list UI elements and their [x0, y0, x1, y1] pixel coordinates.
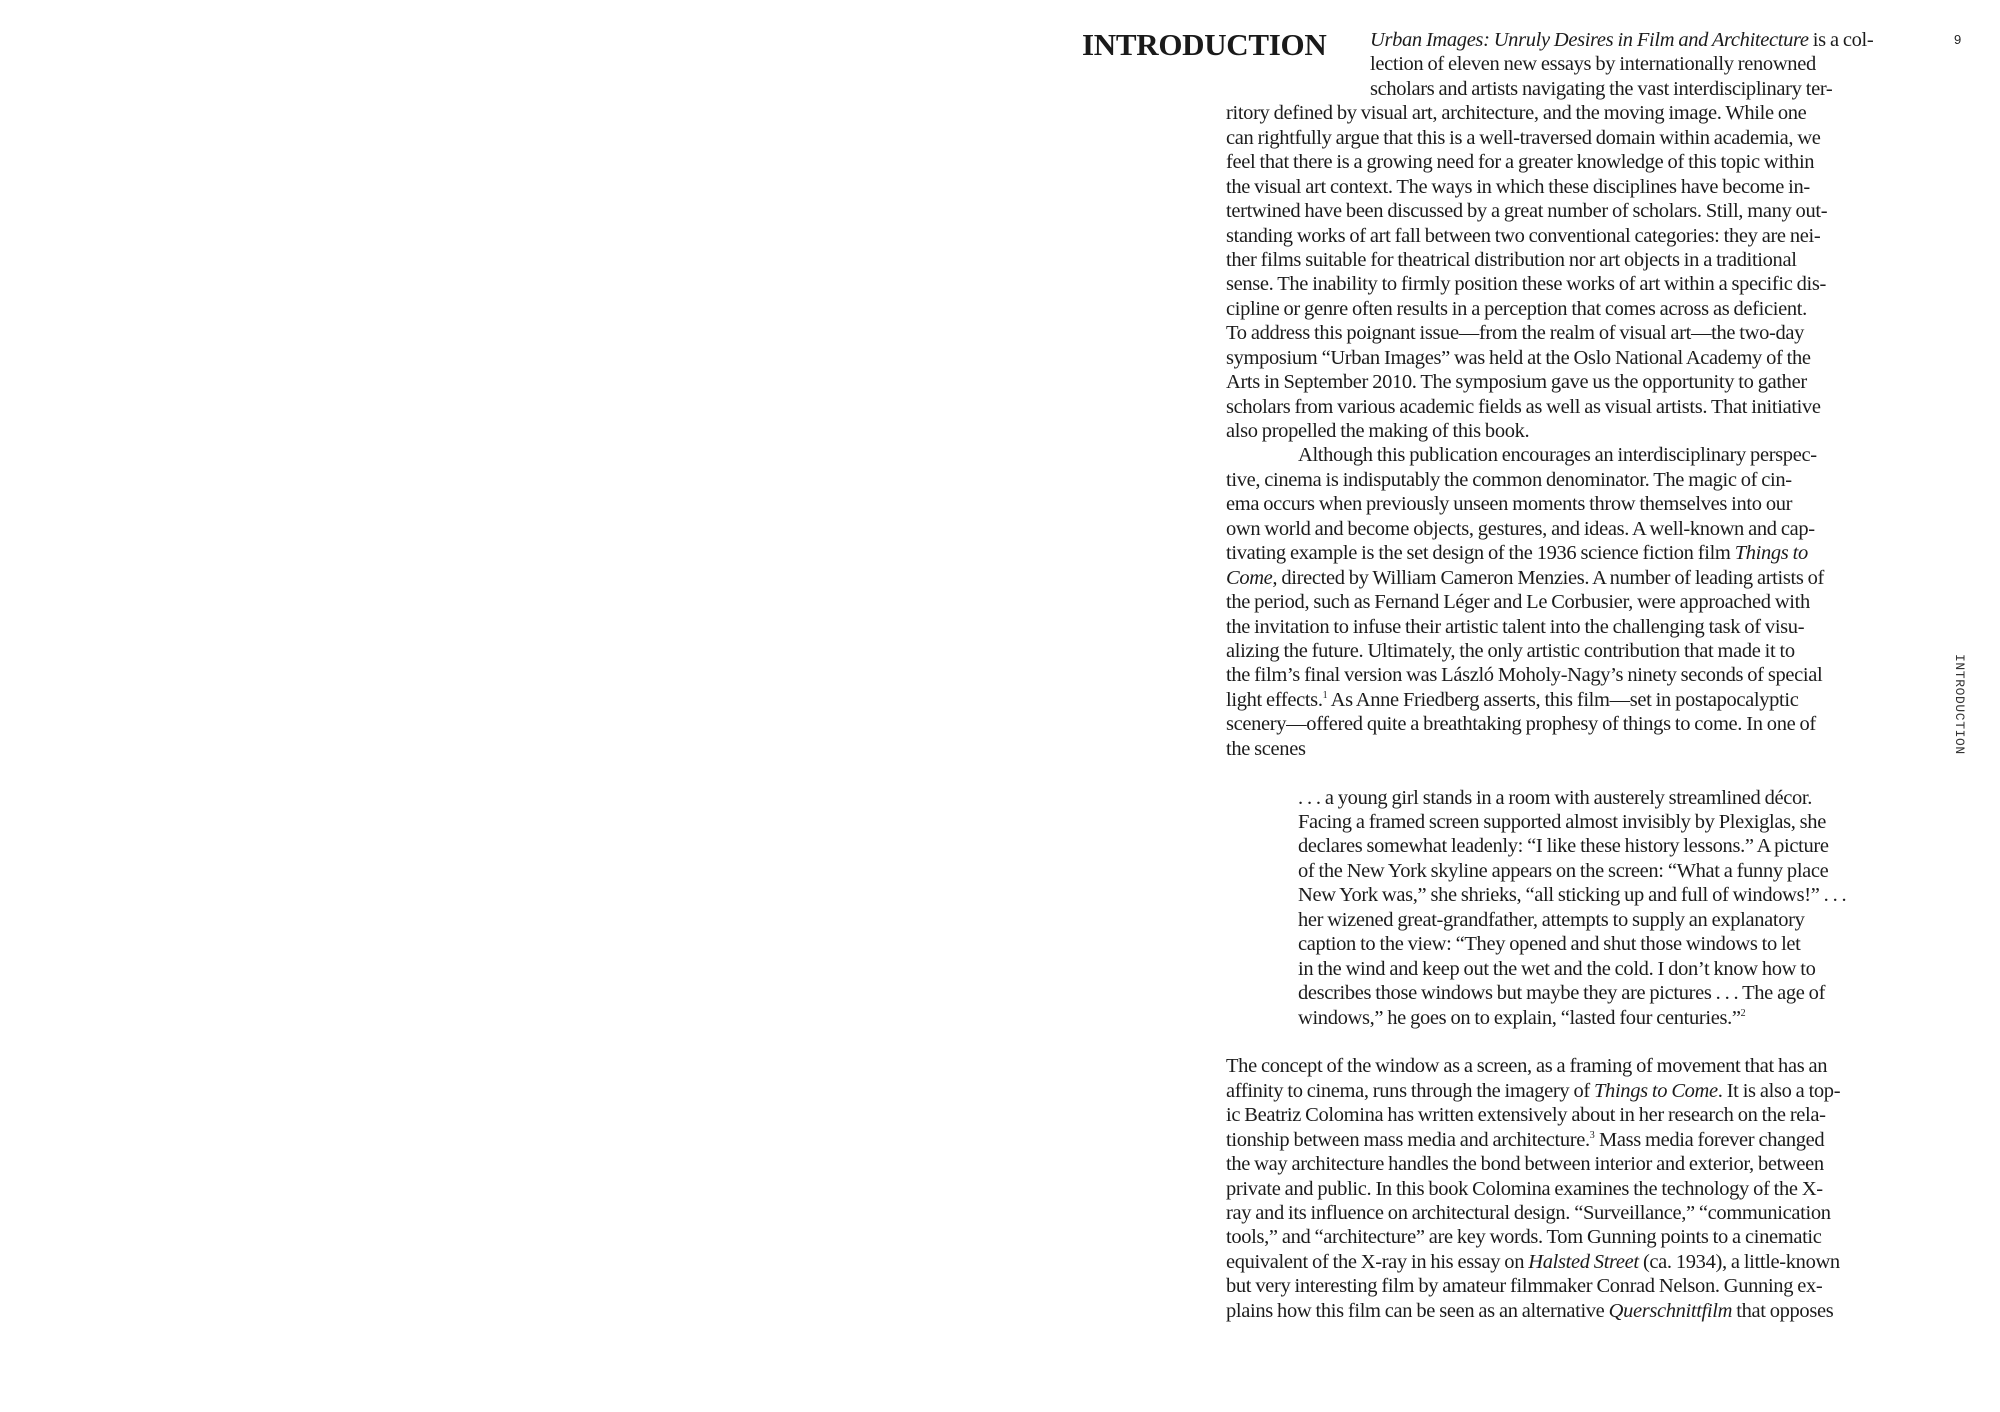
footnote-ref: 2 — [1740, 1007, 1746, 1019]
text-run: affinity to cinema, runs through the imagery of — [1226, 1079, 1594, 1102]
text-run: the invitation to infuse their artistic talent into the challenging task of visu- — [1226, 615, 1805, 638]
text-line — [1226, 517, 1926, 541]
paragraph — [1226, 28, 1926, 443]
text-line — [1226, 1128, 1926, 1152]
text-line — [1226, 126, 1926, 150]
text-run: that opposes — [1732, 1299, 1834, 1322]
text-line — [1226, 468, 1926, 492]
italic-text: Things to Come — [1594, 1079, 1718, 1102]
text-run: the film’s final version was László Moholy-Nagy’s ninety seconds of special — [1226, 664, 1823, 687]
chapter-heading: INTRODUCTION — [1082, 27, 1327, 62]
text-line — [1226, 199, 1926, 223]
text-run: her wizened great-grandfather, attempts to supply an explanatory — [1298, 908, 1805, 931]
text-run: New York was,” she shrieks, “all sticking up and full of windows!” . . . — [1298, 884, 1847, 907]
paragraph — [1226, 443, 1926, 761]
text-run: windows,” he goes on to explain, “lasted four centuries.” — [1298, 1006, 1741, 1029]
text-line — [1226, 150, 1926, 174]
text-run: can rightfully argue that this is a well-traversed domain within academia, we — [1226, 126, 1821, 149]
text-run: describes those windows but maybe they are pictures . . . The age of — [1298, 982, 1826, 1005]
quote-line — [1226, 908, 1926, 932]
text-run: the scenes — [1226, 737, 1306, 760]
text-run: equivalent of the X-ray in his essay on — [1226, 1250, 1529, 1273]
text-line — [1226, 175, 1926, 199]
text-run: Mass media forever changed — [1594, 1128, 1825, 1151]
text-line — [1226, 395, 1926, 419]
text-line — [1226, 688, 1926, 712]
text-run: ther films suitable for theatrical distribution nor art objects in a traditional — [1226, 248, 1797, 271]
text-line — [1226, 615, 1926, 639]
text-run: tivating example is the set design of the 1936 science fiction film — [1226, 542, 1735, 565]
text-run: tionship between mass media and architecture. — [1226, 1128, 1590, 1151]
text-run: Facing a framed screen supported almost invisibly by Plexiglas, she — [1298, 811, 1826, 833]
text-line — [1226, 1201, 1926, 1225]
text-line — [1226, 224, 1926, 248]
text-run: sense. The inability to firmly position these works of art within a specific dis- — [1226, 273, 1826, 296]
text-run: As Anne Friedberg asserts, this film—set in postapocalyptic — [1327, 688, 1799, 711]
text-run: lection of eleven new essays by internationally renowned — [1370, 53, 1816, 76]
text-run: the visual art context. The ways in which these disciplines have become in- — [1226, 175, 1810, 198]
text-line — [1226, 321, 1926, 345]
text-line — [1226, 297, 1926, 321]
quote-line — [1226, 786, 1926, 810]
text-line — [1226, 101, 1926, 125]
quote-line — [1226, 859, 1926, 883]
text-run: . It is also a top- — [1717, 1079, 1841, 1102]
text-line — [1226, 248, 1926, 272]
quote-line — [1226, 981, 1926, 1005]
text-run: directed by William Cameron Menzies. A number of leading artists of — [1277, 566, 1825, 589]
text-run: . . . a young girl stands in a room with austerely streamlined décor. — [1298, 786, 1813, 809]
footnote-ref: 1 — [1322, 689, 1328, 701]
text-run: private and public. In this book Colomina examines the technology of the X- — [1226, 1177, 1823, 1200]
text-line — [1226, 492, 1926, 516]
text-run: scenery—offered quite a breathtaking prophesy of things to come. In one of — [1226, 713, 1816, 736]
text-run: the period, such as Fernand Léger and Le Corbusier, were approached with — [1226, 591, 1810, 614]
text-line — [1226, 419, 1926, 443]
quote-line — [1226, 1006, 1926, 1030]
text-line — [1226, 1054, 1926, 1078]
quote-line — [1226, 810, 1926, 834]
text-line — [1226, 712, 1926, 736]
text-run: but very interesting film by amateur filmmaker Conrad Nelson. Gunning ex- — [1226, 1275, 1823, 1298]
text-line — [1226, 566, 1926, 590]
text-run: ritory defined by visual art, architecture, and the moving image. While one — [1226, 102, 1807, 125]
text-line — [1226, 52, 1926, 76]
text-line — [1226, 443, 1926, 467]
italic-text: Come, — [1226, 566, 1278, 589]
text-run: declares somewhat leadenly: “I like these history lessons.” A picture — [1298, 835, 1829, 858]
italic-text: Urban Images: Unruly Desires in Film and Architecture — [1370, 29, 1809, 51]
page-number: 9 — [1954, 32, 1962, 47]
text-run: of the New York skyline appears on the screen: “What a funny place — [1298, 859, 1829, 882]
text-line — [1226, 737, 1926, 761]
text-run: Arts in September 2010. The symposium gave us the opportunity to gather — [1226, 371, 1807, 394]
text-line — [1226, 1274, 1926, 1298]
italic-text: Things to — [1734, 542, 1808, 565]
text-run: cipline or genre often results in a perception that comes across as deficient. — [1226, 297, 1807, 320]
text-run: (ca. 1934), a little-known — [1638, 1250, 1840, 1273]
quote-line — [1226, 957, 1926, 981]
text-run: alizing the future. Ultimately, the only artistic contribution that made it to — [1226, 639, 1795, 662]
text-line — [1226, 639, 1926, 663]
text-line — [1226, 77, 1926, 101]
body-text — [1226, 28, 1926, 1323]
text-run: the way architecture handles the bond between interior and exterior, between — [1226, 1153, 1824, 1176]
text-run: Although this publication encourages an interdisciplinary perspec- — [1298, 444, 1817, 467]
running-head-vertical: INTRODUCTION — [1952, 654, 1967, 755]
paragraph-spacer — [1226, 761, 1926, 785]
text-line — [1226, 1152, 1926, 1176]
text-line — [1226, 1225, 1926, 1249]
paragraph — [1226, 1054, 1926, 1323]
italic-text: Halsted Street — [1528, 1250, 1639, 1273]
text-line — [1226, 1103, 1926, 1127]
quote-line — [1226, 932, 1926, 956]
text-run: light effects. — [1226, 688, 1323, 711]
text-line — [1226, 541, 1926, 565]
text-run: is a col- — [1808, 29, 1874, 51]
text-line — [1226, 590, 1926, 614]
text-line — [1226, 370, 1926, 394]
text-line — [1226, 28, 1926, 52]
text-run: plains how this film can be seen as an alternative — [1226, 1299, 1609, 1322]
text-line — [1226, 1079, 1926, 1103]
block-quote — [1226, 786, 1926, 1030]
quote-line — [1226, 834, 1926, 858]
text-line — [1226, 1177, 1926, 1201]
text-line — [1226, 1250, 1926, 1274]
text-line — [1226, 1299, 1926, 1323]
text-run: caption to the view: “They opened and shut those windows to let — [1298, 933, 1801, 956]
text-run: ema occurs when previously unseen moments throw themselves into our — [1226, 493, 1793, 516]
text-run: To address this poignant issue—from the realm of visual art—the two-day — [1226, 322, 1805, 345]
text-line — [1226, 663, 1926, 687]
text-run: feel that there is a growing need for a greater knowledge of this topic within — [1226, 151, 1815, 174]
italic-text: Querschnittfilm — [1608, 1299, 1733, 1322]
text-run: ic Beatriz Colomina has written extensively about in her research on the rela- — [1226, 1104, 1826, 1127]
paragraph-spacer — [1226, 1030, 1926, 1054]
text-line — [1226, 272, 1926, 296]
text-run: also propelled the making of this book. — [1226, 420, 1530, 442]
text-run: standing works of art fall between two conventional categories: they are nei- — [1226, 224, 1821, 247]
text-run: scholars from various academic fields as well as visual artists. That initiative — [1226, 395, 1821, 418]
text-run: ray and its influence on architectural design. “Surveillance,” “communication — [1226, 1202, 1831, 1224]
footnote-ref: 3 — [1589, 1129, 1595, 1141]
text-run: The concept of the window as a screen, as a framing of movement that has an — [1226, 1055, 1828, 1078]
text-run: tive, cinema is indisputably the common denominator. The magic of cin- — [1226, 468, 1792, 491]
text-line — [1226, 346, 1926, 370]
text-run: tools,” and “architecture” are key words. Tom Gunning points to a cinematic — [1226, 1226, 1822, 1249]
quote-line — [1226, 883, 1926, 907]
text-run: symposium “Urban Images” was held at the Oslo National Academy of the — [1226, 346, 1811, 369]
text-run: scholars and artists navigating the vast interdisciplinary ter- — [1370, 77, 1833, 100]
text-run: tertwined have been discussed by a great number of scholars. Still, many out- — [1226, 200, 1828, 223]
text-run: in the wind and keep out the wet and the cold. I don’t know how to — [1298, 957, 1816, 980]
text-run: own world and become objects, gestures, and ideas. A well-known and cap- — [1226, 517, 1815, 540]
